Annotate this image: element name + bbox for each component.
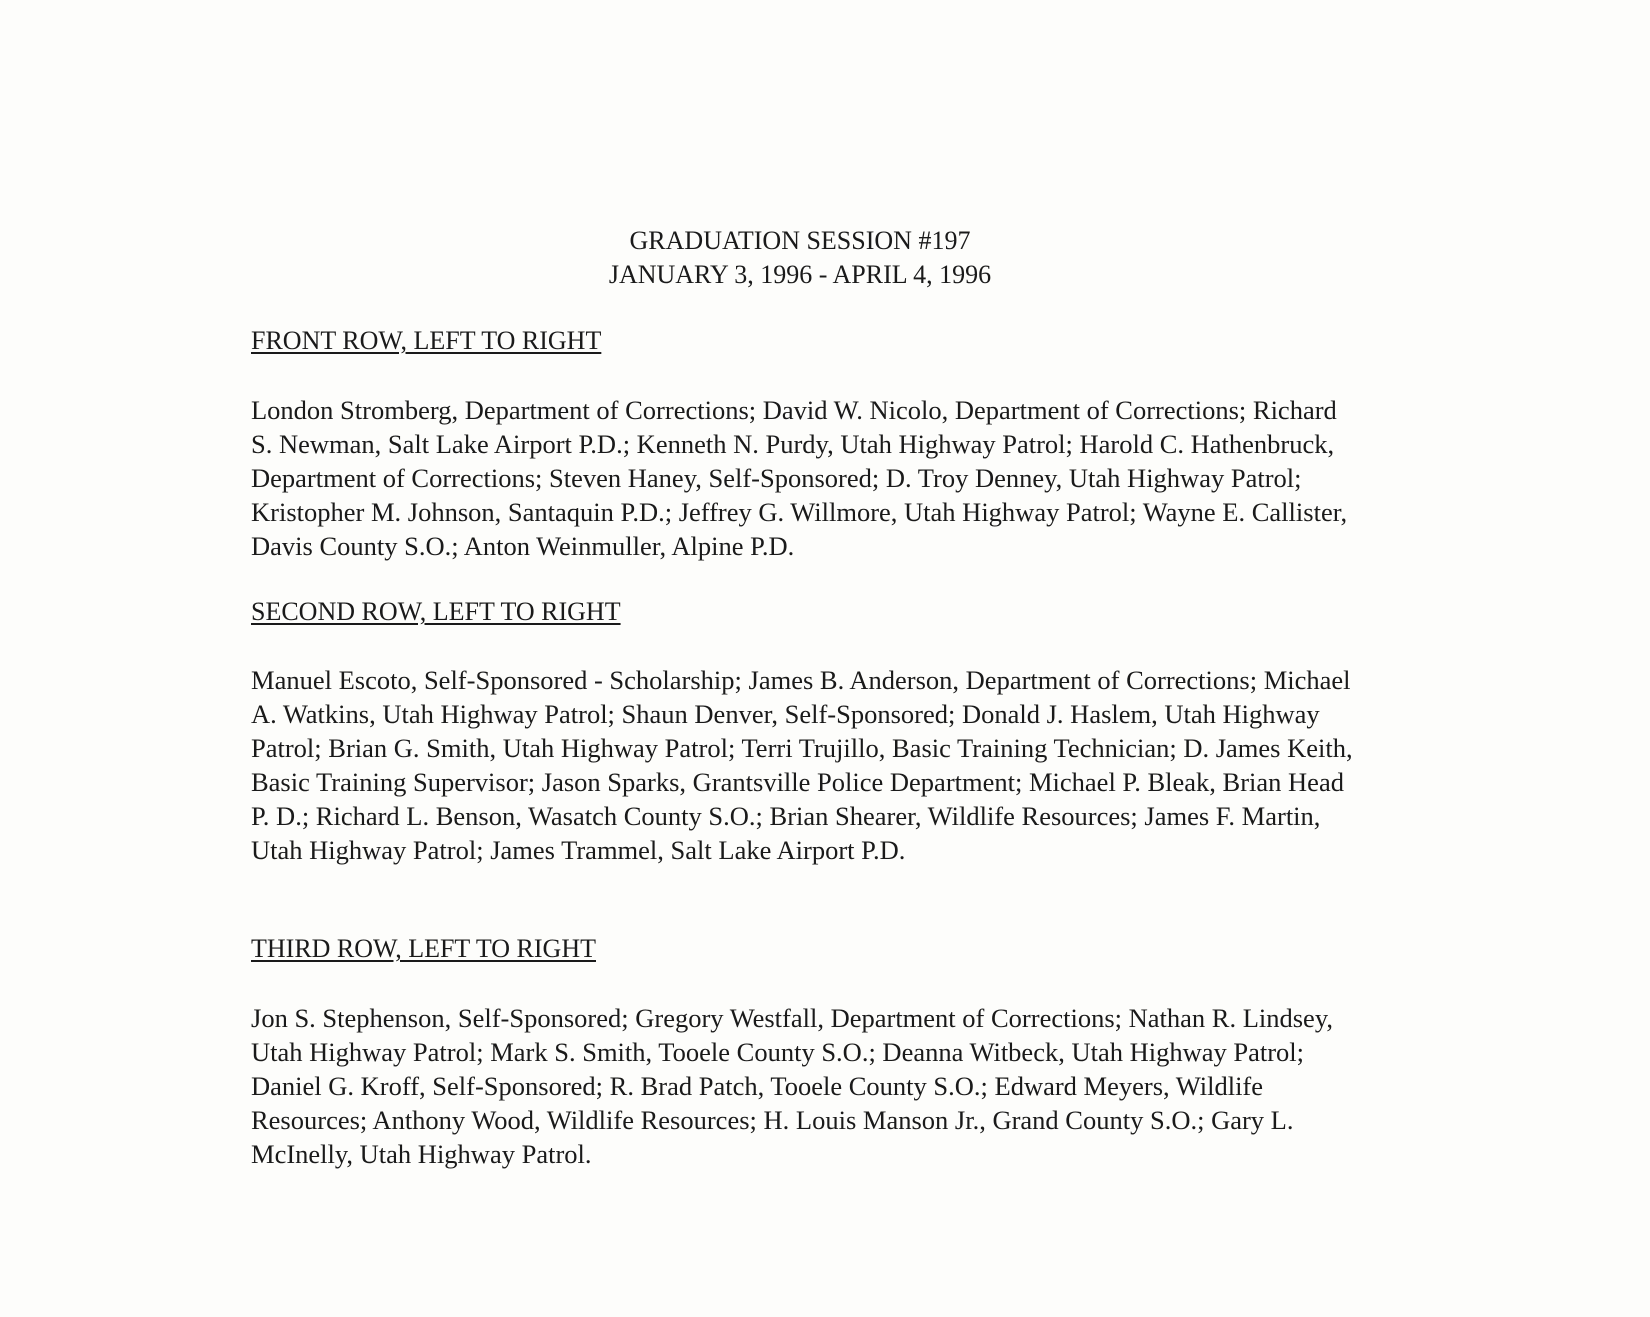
section-body-text: Manuel Escoto, Self-Sponsored - Scholarship; James B. Anderson, Department of Corrections; Michael A. Watkins, Utah Highway Patrol; Shaun Denver, Self-Sponsored; Donald J. Haslem, Utah Highway Patrol; Brian G. Smith, Utah Highway Patrol; Terri Trujillo, Basic Training Technician; D. James Keith, Basic Training Supervisor; Jason Sparks, Grantsville Police Department; Michael P. Bleak, Brian Head P. D.; Richard L. Benson, Wasatch County S.O.; Brian Shearer, Wildlife Resources; James F. Martin, Utah Highway Patrol; James Trammel, Salt Lake Airport P.D. bbox=[251, 665, 1353, 865]
front-row-names bbox=[251, 393, 1361, 563]
document-title: GRADUATION SESSION #197 bbox=[629, 226, 971, 255]
third-row-section-heading bbox=[251, 934, 1361, 964]
third-row-names bbox=[251, 1001, 1361, 1171]
document-header bbox=[0, 224, 1600, 292]
section-body-text: London Stromberg, Department of Corrections; David W. Nicolo, Department of Corrections; Richard S. Newman, Salt Lake Airport P.D.; Kenneth N. Purdy, Utah Highway Patrol; Harold C. Hathenbruck, Department of Corrections; Steven Haney, Self-Sponsored; D. Troy Denney, Utah Highway Patrol; Kristopher M. Johnson, Santaquin P.D.; Jeffrey G. Willmore, Utah Highway Patrol; Wayne E. Callister, Davis County S.O.; Anton Weinmuller, Alpine P.D. bbox=[251, 395, 1348, 561]
session-dates: JANUARY 3, 1996 - APRIL 4, 1996 bbox=[608, 260, 992, 289]
second-row-names bbox=[251, 663, 1361, 867]
second-row-section-heading bbox=[251, 597, 1361, 627]
section-heading: SECOND ROW, LEFT TO RIGHT bbox=[251, 597, 621, 626]
section-heading: FRONT ROW, LEFT TO RIGHT bbox=[251, 326, 602, 355]
front-row-section-heading bbox=[251, 326, 1361, 356]
section-heading: THIRD ROW, LEFT TO RIGHT bbox=[251, 934, 596, 963]
section-body-text: Jon S. Stephenson, Self-Sponsored; Gregory Westfall, Department of Corrections; Nathan R. Lindsey, Utah Highway Patrol; Mark S. Smith, Tooele County S.O.; Deanna Witbeck, Utah Highway Patrol; Daniel G. Kroff, Self-Sponsored; R. Brad Patch, Tooele County S.O.; Edward Meyers, Wildlife Resources; Anthony Wood, Wildlife Resources; H. Louis Manson Jr., Grand County S.O.; Gary L. McInelly, Utah Highway Patrol. bbox=[251, 1003, 1333, 1169]
